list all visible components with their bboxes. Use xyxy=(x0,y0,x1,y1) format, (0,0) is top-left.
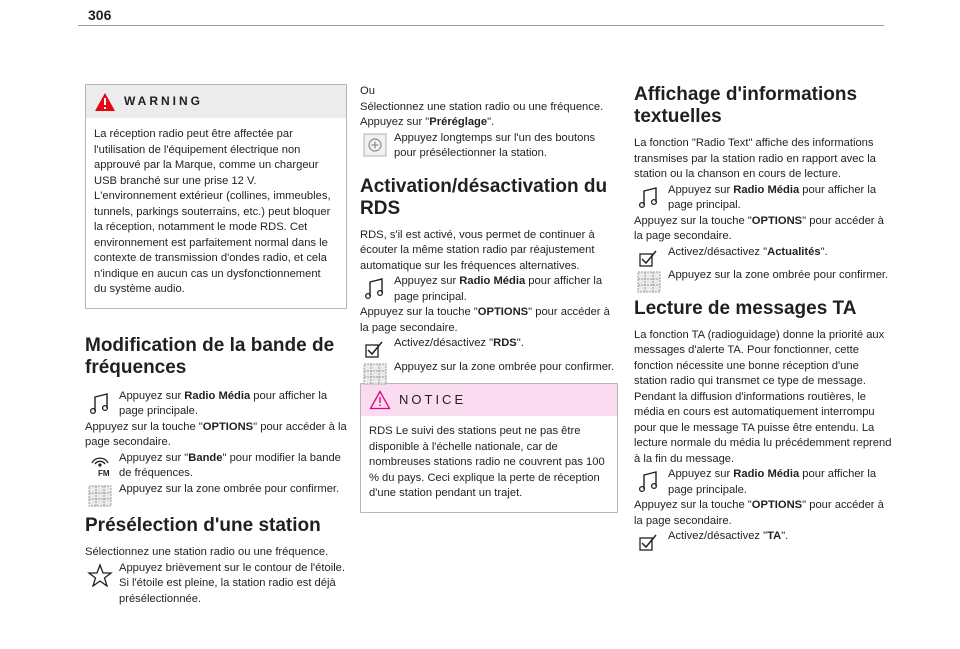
checkbox-icon xyxy=(636,531,662,555)
warning-triangle-icon xyxy=(94,92,116,112)
header-rule xyxy=(78,25,884,26)
add-preset-icon xyxy=(362,133,388,157)
notice-triangle-icon xyxy=(369,390,391,410)
step: Appuyez sur la zone ombrée pour confirmer. xyxy=(85,482,347,498)
shaded-zone-icon xyxy=(87,484,113,508)
step: Appuyez sur Radio Média pour afficher la page principal. xyxy=(360,274,618,305)
notice-title: NOTICE xyxy=(399,392,467,408)
section-title-text: Affichage d'informations textuelles xyxy=(634,84,858,127)
step: Appuyez longtemps sur l'un des boutons pour présélectionner la station. xyxy=(360,131,618,162)
step: Activez/désactivez "Actualités". xyxy=(634,245,892,261)
notice-text: RDS Le suivi des stations peut ne pas être disponible à l'échelle nationale, car de nombreuses stations radio ne couvrent pas 100 % du pays. Ceci explique la perte de réception d'une station pendant un trajet. xyxy=(369,425,605,499)
section-title-preset: Présélection d'une station xyxy=(85,515,321,536)
step: Appuyez sur la zone ombrée pour confirmer. xyxy=(360,360,618,376)
section-title-ta: Lecture de messages TA xyxy=(634,297,857,319)
shaded-zone-icon xyxy=(362,362,388,386)
checkbox-icon xyxy=(362,338,388,362)
svg-text:FM: FM xyxy=(98,468,110,477)
step: FM Appuyez sur "Bande" pour modifier la bande de fréquences. xyxy=(85,451,347,482)
warning-box xyxy=(85,84,347,309)
music-note-icon xyxy=(362,276,388,300)
or-text: Ou xyxy=(360,85,375,97)
radio-fm-icon xyxy=(87,453,113,477)
ta-intro: La fonction TA (radioguidage) donne la priorité aux messages d'alerte TA. Pour fonctionner, cette fonction nécessite une bonne réception d'une station radio qui transmet ce type de message. Pendant la diffusion d'informations routières, le média en cours est automatiquement interrompu pour que le message TA puisse être entendu. La lecture normale du média lu précédemment reprend à la fin du message. xyxy=(634,328,892,465)
step: Appuyez sur Radio Média pour afficher la page principale. xyxy=(85,389,347,420)
warning-title: WARNING xyxy=(124,93,203,108)
step-text: Appuyez sur la touche "OPTIONS" pour accéder à la page secondaire. xyxy=(634,499,884,527)
music-note-icon xyxy=(87,391,113,415)
warning-header xyxy=(86,85,346,118)
page-number: 306 xyxy=(88,7,112,23)
step: Appuyez sur la zone ombrée pour confirmer. xyxy=(634,268,892,284)
step: Appuyez sur Radio Média pour afficher la page principal. xyxy=(634,183,892,214)
music-note-icon xyxy=(636,469,662,493)
step-text: Appuyez sur la touche "OPTIONS" pour accéder à la page secondaire. xyxy=(360,306,610,334)
notice-box xyxy=(360,383,618,513)
section-title-band: Modification de la bande de fréquences xyxy=(85,334,335,378)
preset-intro: Sélectionnez une station radio ou une fréquence. xyxy=(85,546,329,558)
column-3 xyxy=(634,84,892,545)
checkbox-icon xyxy=(636,247,662,271)
step: Activez/désactivez "RDS". xyxy=(360,336,618,352)
text-intro: La fonction "Radio Text" affiche des informations transmises par la station radio en rapport avec la station ou la chanson en cours de lecture. xyxy=(634,137,876,180)
star-outline-icon xyxy=(87,563,113,587)
warning-text: La réception radio peut être affectée par l'utilisation de l'équipement électrique non approuvé par la Marque, comme un chargeur USB branché sur une prise 12 V. L'environnement extérieur (collines, immeubles, tunnels, parkings souterrains, etc.) peut bloquer la réception, notamment le mode RDS. Cet environnement est parfaitement normal dans le contexte de transmission d'ondes radio, et cela n'indique en aucun cas un dysfonctionnement du système audio. xyxy=(94,128,331,295)
section-title-rds: Activation/désactivation du RDS xyxy=(360,175,608,219)
step: Activez/désactivez "TA". xyxy=(634,529,892,545)
shaded-zone-icon xyxy=(636,270,662,294)
rds-intro: RDS, s'il est activé, vous permet de continuer à écouter la même station radio par réajustement automatique sur les fréquences alternatives. xyxy=(360,228,595,272)
preset-intro-2: Sélectionnez une station radio ou une fréquence. xyxy=(360,100,604,113)
step: Appuyez brièvement sur le contour de l'étoile. Si l'étoile est pleine, la station radio est déjà présélectionnée. xyxy=(85,561,347,608)
notice-header xyxy=(361,384,617,416)
step-text: Appuyez sur la touche "OPTIONS" pour accéder à la page secondaire. xyxy=(85,420,347,448)
step: Appuyez sur Radio Média pour afficher la page principale. xyxy=(634,467,892,498)
music-note-icon xyxy=(636,185,662,209)
column-2 xyxy=(360,84,618,513)
step-text: Appuyez sur "Préréglage". xyxy=(360,116,495,128)
step-text: Appuyez sur la touche "OPTIONS" pour accéder à la page secondaire. xyxy=(634,214,884,242)
column-1 xyxy=(85,84,347,607)
